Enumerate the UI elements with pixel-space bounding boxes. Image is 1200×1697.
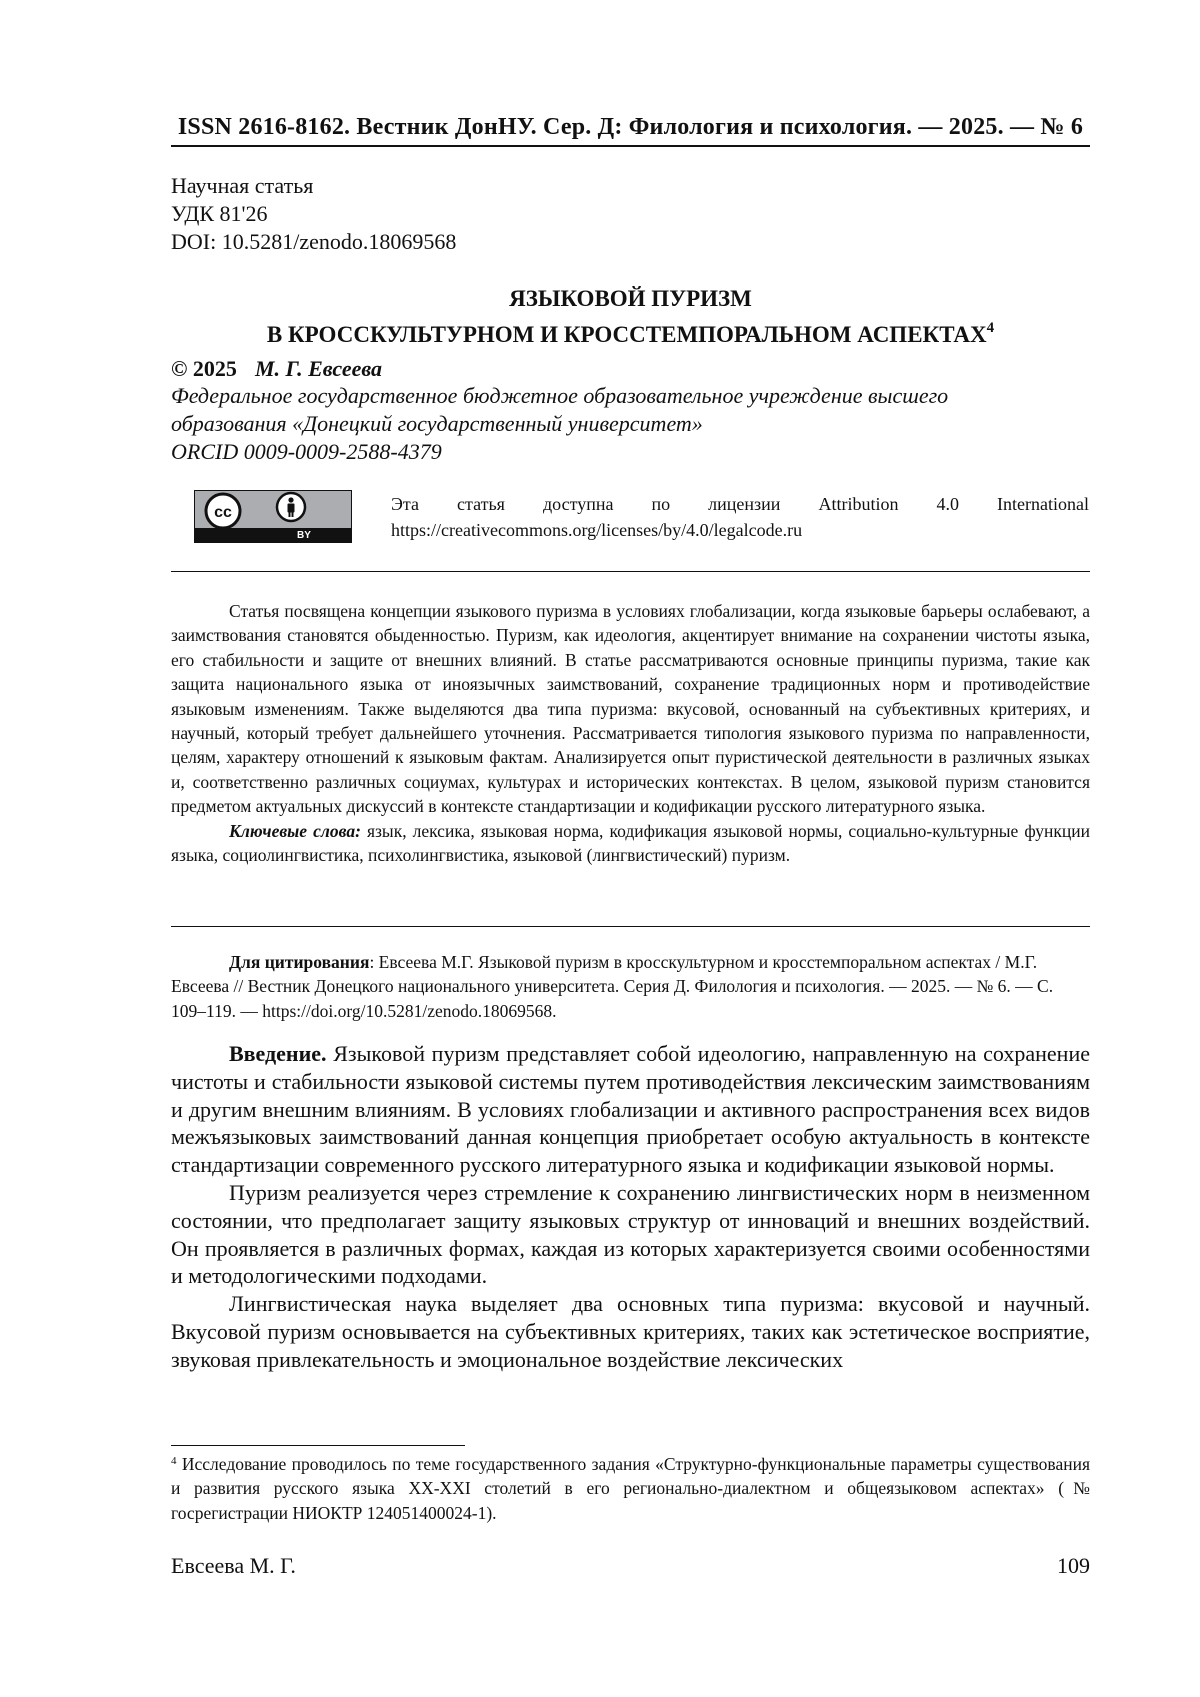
title-line-2 xyxy=(171,317,1090,353)
cc-icon xyxy=(195,491,350,529)
title-line-2-text: В КРОССКУЛЬТУРНОМ И КРОССТЕМПОРАЛЬНОМ АСПЕКТАХ xyxy=(266,322,987,347)
citation xyxy=(171,950,1090,1023)
body-paragraph-1 xyxy=(171,1040,1090,1179)
page-number: 109 xyxy=(1057,1553,1090,1578)
citation-text: : Евсеева М.Г. Языковой пуризм в кросскультурном и кросстемпоральном аспектах / М.Г. Евсеева // Вестник Донецкого национального университета. Серия Д. Филология и психология. — 2025. — № 6. — С. 109–119. — https://doi.org/10.5281/zenodo.18069568. xyxy=(171,952,1054,1021)
doi: DOI: 10.5281/zenodo.18069568 xyxy=(171,229,457,254)
keywords-text: язык, лексика, языковая норма, кодификация языковой нормы, социально-культурные функции языка, социолингвистика, психолингвистика, языковой (лингвистический) пуризм. xyxy=(171,820,1090,866)
body-paragraph-3: Лингвистическая наука выделяет два основных типа пуризма: вкусовой и научный. Вкусовой пуризм основывается на субъективных критериях, таких как эстетическое восприятие, звуковая привлекательность и эмоциональное воздействие лексических xyxy=(171,1291,1090,1372)
affiliation-line-2: образования «Донецкий государственный университет» xyxy=(171,411,703,436)
divider-top xyxy=(171,571,1090,572)
title-footnote-mark[interactable]: 4 xyxy=(986,320,995,336)
keywords-label: Ключевые слова: xyxy=(229,820,361,841)
body-paragraph-1-text: Языковой пуризм представляет собой идеологию, направленную на сохранение чистоты и стабильности языковой системы путем противодействия лексическим заимствованиям и другим внешним влияниям. В условиях глобализации и активного распространения всех видов межъязыковых заимствований данная концепция приобретает особую актуальность в контексте стандартизации современного русского литературного языка и кодификации языковой нормы. xyxy=(171,1041,1090,1178)
udc-code: УДК 81'26 xyxy=(171,201,268,226)
footer-author: Евсеева М. Г. xyxy=(171,1553,296,1578)
title-line-1: ЯЗЫКОВОЙ ПУРИЗМ xyxy=(509,286,752,311)
author-name: М. Г. Евсеева xyxy=(254,356,383,381)
footnote xyxy=(171,1452,1090,1525)
article-type: Научная статья xyxy=(171,173,314,198)
article-body xyxy=(171,1040,1090,1374)
affiliation-line-1: Федеральное государственное бюджетное образовательное учреждение высшего xyxy=(171,383,949,408)
license-statement: Эта статья доступна по лицензии Attribution 4.0 International xyxy=(391,494,1089,514)
article-title xyxy=(171,281,1090,353)
footnote-text: Исследование проводилось по теме государственного задания «Структурно-функциональные параметры существования и развития русского языка XX-XXI столетий в его регионально-диалектном и общеязыковом аспектах» (№ госрегистрации НИОКТР 124051400024-1). xyxy=(171,1454,1090,1523)
intro-label: Введение. xyxy=(229,1041,327,1066)
footnote-mark: 4 xyxy=(171,1455,177,1467)
running-header: ISSN 2616-8162. Вестник ДонНУ. Сер. Д: Филология и психология. — 2025. — № 6 xyxy=(171,114,1090,147)
cc-by-license-badge[interactable] xyxy=(194,490,352,543)
license-text xyxy=(391,491,1089,543)
orcid: ORCID 0009-0009-2588-4379 xyxy=(171,439,442,464)
citation-block xyxy=(171,950,1090,1023)
body-paragraph-2: Пуризм реализуется через стремление к сохранению лингвистических норм в неизменном состоянии, что предполагает защиту языковых структур от инноваций и внешних воздействий. Он проявляется в различных формах, каждая из которых характеризуется своими особенностями и методологическими подходами. xyxy=(171,1179,1090,1289)
cc-by-label: BY xyxy=(297,530,311,541)
divider-bottom xyxy=(171,926,1090,927)
citation-label: Для цитирования xyxy=(229,952,370,972)
footnote-separator xyxy=(171,1445,465,1446)
abstract xyxy=(171,599,1090,867)
author-line xyxy=(171,356,382,382)
license-url[interactable]: https://creativecommons.org/licenses/by/4.0/legalcode.ru xyxy=(391,520,803,540)
svg-text:cc: cc xyxy=(214,504,232,521)
abstract-text: Статья посвящена концепции языкового пуризма в условиях глобализации, когда языковые барьеры ослабевают, а заимствования становятся обыденностью. Пуризм, как идеология, акцентирует внимание на сохранении чистоты языка, его стабильности и защите от внешних влияний. В статье рассматриваются основные принципы пуризма, такие как защита национального языка от иноязычных заимствований, сохранение традиционных норм и противодействие языковым изменениям. Также выделяются два типа пуризма: вкусовой, основанный на субъективных критериях, и научный, который требует дальнейшего уточнения. Рассматривается типология языкового пуризма по направленности, целям, характеру отношений к языковым фактам. Анализируется опыт пуристической деятельности в различных языках и, соответственно различных социумах, культурах и исторических контекстах. В целом, языковой пуризм становится предметом актуальных дискуссий в контексте стандартизации и кодификации русского литературного языка. xyxy=(171,601,1090,817)
article-meta xyxy=(171,172,456,256)
cc-badge-strip xyxy=(195,528,351,542)
affiliation xyxy=(171,382,1071,466)
keywords xyxy=(171,819,1090,868)
copyright: © 2025 xyxy=(171,356,237,381)
